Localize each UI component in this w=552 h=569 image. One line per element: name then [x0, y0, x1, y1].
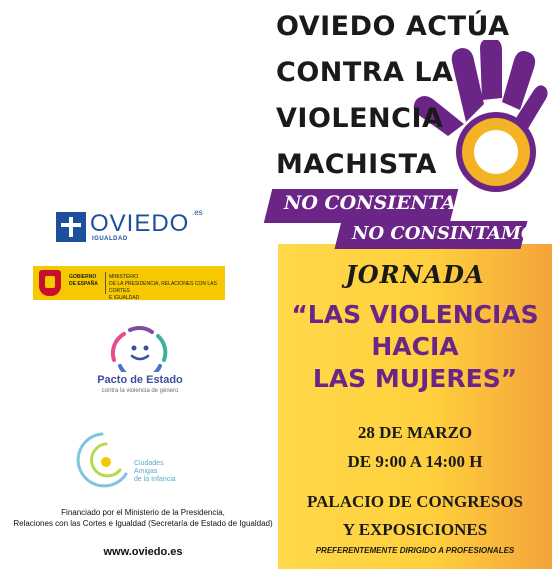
gobierno-espana-logo	[33, 266, 225, 300]
oviedo-logo-word: OVIEDO	[90, 210, 190, 237]
event-venue: PALACIO DE CONGRESOS Y EXPOSICIONES	[307, 492, 523, 539]
event-title: “LAS VIOLENCIAS HACIA LAS MUJERES”	[291, 300, 539, 393]
pacto-subtitle: contra la violencia de género	[101, 388, 179, 394]
spain-shield-icon	[39, 270, 61, 296]
slogan-line-1: NO CONSIENTAS,	[284, 192, 476, 214]
campaign-headline: OVIEDO ACTÚA CONTRA LA VIOLENCIA MACHISTA	[276, 11, 510, 180]
ciudades-amigas-logo	[76, 430, 206, 492]
oviedo-logo-suffix: .es	[192, 208, 203, 217]
funding-note: Financiado por el Ministerio de la Presidencia, Relaciones con las Cortes e Igualdad (Secretaría de Estado de Igualdad)	[13, 508, 273, 528]
oviedo-cross-icon	[56, 212, 86, 242]
event-audience: PREFERENTEMENTE DIRIGIDO A PROFESIONALES	[315, 546, 515, 555]
gobierno-label: GOBIERNO DE ESPAÑA	[69, 274, 98, 287]
ciudades-swirl-icon	[76, 430, 134, 490]
gobierno-divider	[105, 272, 106, 294]
oviedo-logo-dept: IGUALDAD	[92, 236, 128, 242]
ministerio-label: MINISTERIO DE LA PRESIDENCIA, RELACIONES CON LAS CORTES E IGUALDAD	[109, 274, 217, 301]
pacto-estado-logo	[70, 326, 210, 402]
event-type: JORNADA	[345, 260, 485, 289]
event-time: DE 9:00 A 14:00 H	[347, 452, 483, 471]
pacto-face-icon	[104, 326, 176, 372]
oviedo-igualdad-logo	[56, 208, 206, 246]
slogan-line-2: NO CONSINTAMOS	[352, 223, 550, 244]
pacto-title: Pacto de Estado	[97, 374, 183, 386]
ciudades-label: Ciudades Amigas de la Infancia	[134, 460, 176, 483]
event-date: 28 DE MARZO	[357, 423, 473, 442]
website-link[interactable]: www.oviedo.es	[103, 546, 183, 558]
